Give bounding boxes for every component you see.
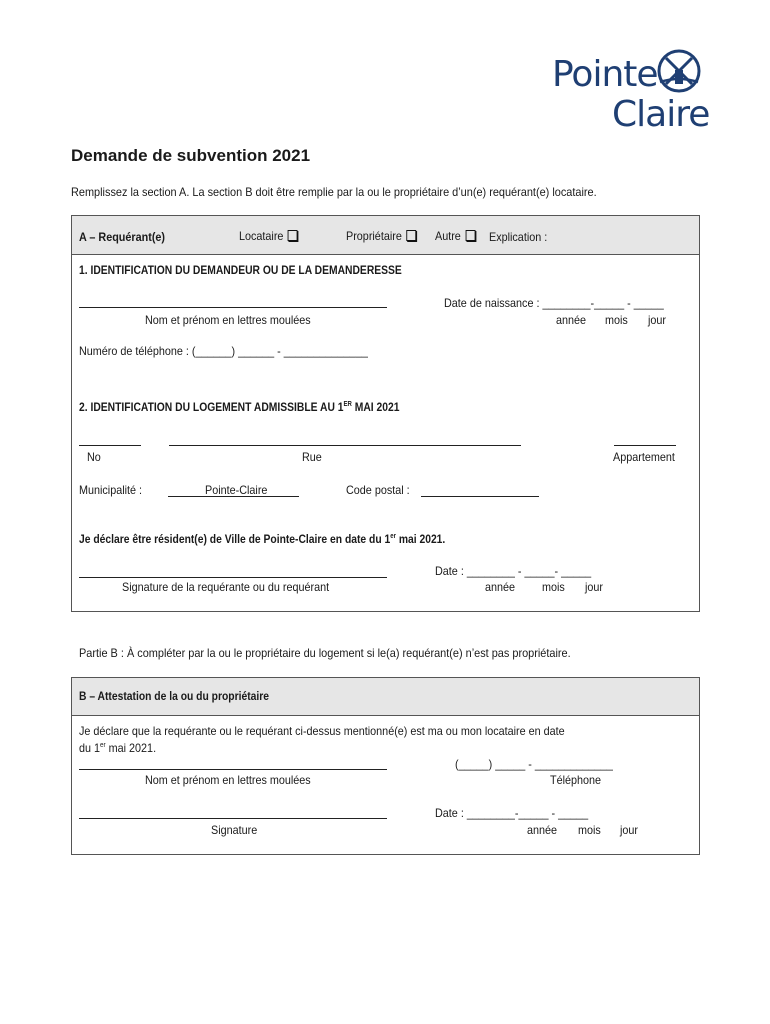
rue-line[interactable]	[169, 445, 521, 446]
date-b-field[interactable]: Date : ________-_____ - _____	[435, 806, 589, 820]
date-a-mois: mois	[542, 580, 565, 594]
phone-b-field[interactable]: (_____) _____ - _____________	[455, 757, 613, 771]
declaration-b-line1: Je déclare que la requérante ou le requérant ci-dessus mentionné(e) est ma ou mon locataire en date	[79, 724, 565, 738]
part-b-intro: Partie B : À compléter par la ou le propriétaire du logement si le(a) requérant(e) n’est pas propriétaire.	[79, 646, 571, 660]
declaration-b-line2: du 1er mai 2021.	[79, 741, 157, 755]
date-b-jour: jour	[620, 823, 639, 837]
declaration-a: Je déclare être résident(e) de Ville de Pointe-Claire en date du 1er mai 2021.	[79, 532, 446, 546]
date-a-field[interactable]: Date : ________ - _____- _____	[435, 564, 592, 578]
birth-annee-label: année	[556, 313, 587, 327]
locataire-checkbox[interactable]	[288, 230, 298, 241]
proprietaire-checkbox[interactable]	[406, 230, 416, 241]
option-proprietaire-label: Propriétaire	[346, 229, 402, 243]
autre-checkbox[interactable]	[465, 230, 475, 241]
logo-word-claire: Claire	[612, 94, 710, 135]
option-proprietaire[interactable]	[346, 229, 416, 243]
date-b-mois: mois	[578, 823, 601, 837]
rue-label: Rue	[302, 450, 322, 464]
option-locataire-label: Locataire	[239, 229, 284, 243]
logo	[552, 48, 710, 140]
name-b-line[interactable]	[79, 769, 387, 770]
signature-b-line[interactable]	[79, 818, 387, 819]
option-autre-label: Autre	[435, 229, 461, 243]
birth-date-field[interactable]: Date de naissance : ________-_____ - _____	[444, 296, 664, 310]
title-year: 2021	[272, 146, 311, 165]
municipalite-line	[168, 496, 299, 497]
name-label: Nom et prénom en lettres moulées	[145, 313, 311, 327]
phone-field[interactable]: Numéro de téléphone : (______) ______ - ______________	[79, 344, 368, 358]
section-a-title: A – Requérant(e)	[79, 230, 166, 244]
section-b-title: B – Attestation de la ou du propriétaire	[79, 689, 269, 703]
municipalite-value: Pointe-Claire	[205, 483, 268, 497]
date-a-jour: jour	[585, 580, 604, 594]
apt-label: Appartement	[613, 450, 675, 464]
signature-a-label: Signature de la requérante ou du requérant	[122, 580, 330, 594]
no-label: No	[87, 450, 101, 464]
explication-label: Explication :	[489, 230, 548, 244]
signature-a-line[interactable]	[79, 577, 387, 578]
birth-mois-label: mois	[605, 313, 628, 327]
name-line[interactable]	[79, 307, 387, 308]
postal-label: Code postal :	[346, 483, 410, 497]
apt-line[interactable]	[614, 445, 676, 446]
section-1-title: 1. IDENTIFICATION DU DEMANDEUR OU DE LA DEMANDERESSE	[79, 263, 402, 277]
logo-word-pointe: Pointe	[552, 54, 658, 95]
page-title: Demande de subvention 2021	[71, 146, 311, 165]
date-b-annee: année	[527, 823, 558, 837]
telephone-b-label: Téléphone	[550, 773, 602, 787]
intro-text: Remplissez la section A. La section B doit être remplie par la ou le propriétaire d’un(e) requérant(e) locataire.	[71, 185, 597, 199]
birth-jour-label: jour	[648, 313, 667, 327]
name-b-label: Nom et prénom en lettres moulées	[145, 773, 311, 787]
no-line[interactable]	[79, 445, 141, 446]
signature-b-label: Signature	[211, 823, 258, 837]
date-a-annee: année	[485, 580, 516, 594]
windmill-icon	[656, 48, 702, 94]
option-locataire[interactable]	[239, 229, 298, 243]
section-2-title: 2. IDENTIFICATION DU LOGEMENT ADMISSIBLE AU 1ER MAI 2021	[79, 400, 400, 414]
postal-line[interactable]	[421, 496, 539, 497]
municipalite-label: Municipalité :	[79, 483, 143, 497]
option-autre[interactable]	[435, 229, 475, 243]
